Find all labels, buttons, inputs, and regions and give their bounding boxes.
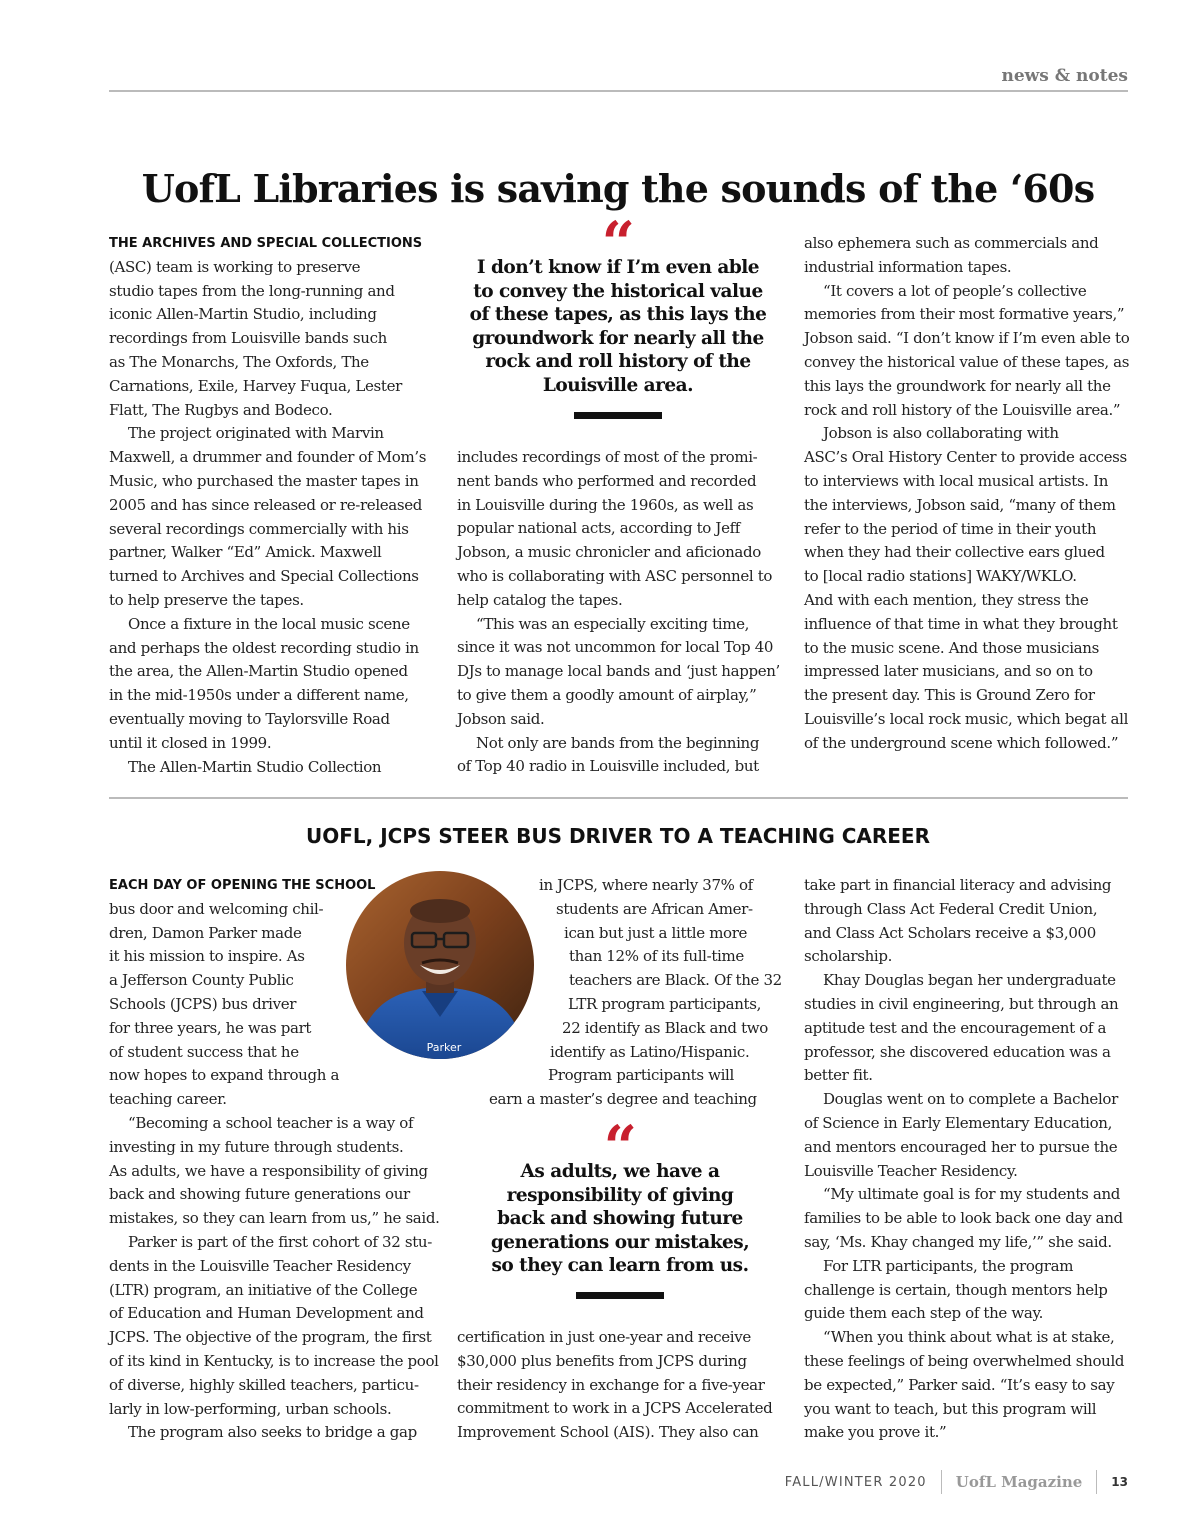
text-line: the interviews, Jobson said, “many of them: [804, 495, 1116, 514]
text-line: take part in financial literacy and advising: [804, 876, 1112, 894]
story-divider: [109, 797, 1128, 799]
text-line: and perhaps the oldest recording studio in: [109, 638, 419, 657]
text-line: of the underground scene which followed.”: [804, 733, 1119, 752]
text-line: of its kind in Kentucky, is to increase the pool: [109, 1351, 439, 1370]
text-line: the area, the Allen-Martin Studio opened: [109, 662, 408, 681]
text-line: several recordings commercially with his: [109, 519, 409, 538]
text-line: “It covers a lot of people’s collective: [823, 281, 1087, 300]
text-line: Maxwell, a drummer and founder of Mom’s: [109, 448, 427, 467]
text-line: recordings from Louisville bands such: [109, 329, 387, 348]
text-line: 2005 and has since released or re-released: [109, 495, 423, 514]
text-line: to [local radio stations] WAKY/WKLO.: [804, 567, 1077, 586]
text-line: Schools (JCPS) bus driver: [109, 994, 297, 1013]
pull-quote-line: As adults, we have a: [520, 1161, 720, 1182]
text-line: in the mid-1950s under a different name,: [109, 686, 409, 705]
text-line: families to be able to look back one day and: [804, 1209, 1123, 1228]
text-line: memories from their most formative years,”: [804, 305, 1125, 324]
text-line: as The Monarchs, The Oxfords, The: [109, 352, 369, 371]
text-line: studies in civil engineering, but through an: [804, 994, 1119, 1013]
text-line: 22 identify as Black and two: [562, 1018, 768, 1037]
text-line: this lays the groundwork for nearly all the: [804, 376, 1111, 395]
text-line: certification in just one-year and receive: [457, 1328, 751, 1346]
pull-quote-line: rock and roll history of the: [485, 351, 751, 373]
top-divider: [109, 90, 1128, 92]
text-line: who is collaborating with ASC personnel to: [457, 566, 773, 585]
story2-column-2-top: [457, 874, 782, 1112]
text-line: “When you think about what is at stake,: [823, 1328, 1115, 1347]
pull-quote-line: back and showing future: [497, 1208, 743, 1230]
text-line: ican but just a little more: [564, 923, 748, 942]
text-line: to the music scene. And those musicians: [804, 638, 1099, 657]
magazine-name: UofL Magazine: [955, 1473, 1083, 1491]
text-line: As adults, we have a responsibility of giving: [109, 1161, 428, 1180]
text-line: mistakes, so they can learn from us,” he said.: [109, 1209, 440, 1228]
text-line: these feelings of being overwhelmed should: [804, 1351, 1125, 1370]
text-line: challenge is certain, though mentors help: [804, 1280, 1108, 1299]
pull-quote-bar: [576, 1292, 664, 1299]
text-line: Douglas went on to complete a Bachelor: [823, 1090, 1118, 1109]
text-line: bus door and welcoming chil-: [109, 899, 324, 918]
text-line: ASC’s Oral History Center to provide access: [804, 448, 1127, 467]
text-line: their residency in exchange for a five-year: [457, 1375, 765, 1394]
text-line: teachers are Black. Of the 32: [569, 971, 782, 990]
text-line: through Class Act Federal Credit Union,: [804, 899, 1098, 918]
quote-mark-icon: “: [601, 209, 635, 277]
text-line: investing in my future through students.: [109, 1137, 404, 1156]
page-footer: [785, 1469, 1128, 1495]
page-number: 13: [1111, 1475, 1128, 1489]
text-line: in JCPS, where nearly 37% of: [539, 876, 753, 894]
story2-column-2-bottom: [457, 1326, 792, 1445]
text-line: and Class Act Scholars receive a $3,000: [804, 923, 1096, 942]
text-line: say, ‘Ms. Khay changed my life,’” she said.: [804, 1232, 1112, 1251]
text-line: DJs to manage local bands and ‘just happen’: [457, 662, 780, 681]
text-line: The Allen-Martin Studio Collection: [128, 757, 382, 776]
text-line: Jobson is also collaborating with: [823, 424, 1059, 443]
text-line: for three years, he was part: [109, 1018, 312, 1037]
text-line: (LTR) program, an initiative of the College: [109, 1280, 418, 1299]
text-line: turned to Archives and Special Collections: [109, 567, 419, 586]
photo-caption: Parker: [426, 1041, 462, 1054]
text-line: to give them a goodly amount of airplay,”: [457, 685, 757, 704]
text-line: eventually moving to Taylorsville Road: [109, 709, 390, 728]
text-line: (ASC) team is working to preserve: [109, 257, 361, 276]
text-line: scholarship.: [804, 947, 893, 966]
text-line: Flatt, The Rugbys and Bodeco.: [109, 400, 333, 419]
text-line: dents in the Louisville Teacher Residency: [109, 1256, 411, 1275]
pull-quote-line: to convey the historical value: [473, 280, 763, 302]
text-line: a Jefferson County Public: [109, 971, 294, 990]
text-line: And with each mention, they stress the: [804, 590, 1089, 609]
text-line: better fit.: [804, 1066, 873, 1085]
text-line: and mentors encouraged her to pursue the: [804, 1137, 1118, 1156]
story2-leadin: EACH DAY OF OPENING THE SCHOOL: [109, 878, 376, 893]
pull-quote-line: groundwork for nearly all the: [472, 327, 764, 349]
text-line: students are African Amer-: [556, 899, 753, 918]
text-line: also ephemera such as commercials and: [804, 234, 1099, 252]
text-line: Khay Douglas began her undergraduate: [823, 971, 1116, 990]
story1-column-3: [804, 232, 1134, 756]
text-line: Jobson said.: [457, 709, 545, 728]
footer-divider: [941, 1470, 942, 1494]
text-line: guide them each step of the way.: [804, 1304, 1044, 1323]
text-line: of student success that he: [109, 1042, 299, 1061]
text-line: LTR program participants,: [568, 994, 762, 1013]
pull-quote-line: I don’t know if I’m even able: [476, 257, 760, 278]
text-line: iconic Allen-Martin Studio, including: [109, 305, 377, 324]
pull-quote-line: responsibility of giving: [506, 1184, 734, 1206]
text-line: Music, who purchased the master tapes in: [109, 471, 419, 490]
text-line: identify as Latino/Hispanic.: [550, 1042, 750, 1061]
footer-divider: [1096, 1470, 1097, 1494]
text-line: aptitude test and the encouragement of a: [804, 1018, 1107, 1037]
text-line: professor, she discovered education was a: [804, 1042, 1111, 1061]
text-line: nent bands who performed and recorded: [457, 471, 757, 490]
pull-quote-line: so they can learn from us.: [491, 1255, 749, 1277]
text-line: For LTR participants, the program: [823, 1256, 1074, 1275]
text-line: until it closed in 1999.: [109, 733, 272, 752]
text-line: refer to the period of time in their youth: [804, 519, 1097, 538]
text-line: “My ultimate goal is for my students and: [823, 1185, 1121, 1204]
text-line: Jobson said. “I don’t know if I’m even able to: [804, 329, 1130, 348]
text-line: help catalog the tapes.: [457, 590, 623, 609]
text-line: now hopes to expand through a: [109, 1066, 340, 1085]
pull-quote-line: Louisville area.: [542, 374, 694, 396]
section-label: news & notes: [1001, 66, 1128, 86]
text-line: earn a master’s degree and teaching: [489, 1090, 757, 1109]
text-line: Not only are bands from the beginning: [476, 733, 760, 752]
text-line: dren, Damon Parker made: [109, 923, 302, 942]
pull-quote-line: of these tapes, as this lays the: [469, 304, 767, 326]
text-line: “Becoming a school teacher is a way of: [128, 1113, 414, 1132]
text-line: JCPS. The objective of the program, the first: [109, 1328, 432, 1347]
text-line: to help preserve the tapes.: [109, 590, 304, 609]
text-line: larly in low-performing, urban schools.: [109, 1399, 392, 1418]
story1-leadin: THE ARCHIVES AND SPECIAL COLLECTIONS: [109, 236, 423, 251]
text-line: rock and roll history of the Louisville area.”: [804, 400, 1121, 419]
text-line: teaching career.: [109, 1090, 227, 1109]
text-line: includes recordings of most of the promi-: [457, 448, 758, 466]
text-line: you want to teach, but this program will: [804, 1399, 1097, 1418]
text-line: commitment to work in a JCPS Accelerated: [457, 1399, 773, 1418]
story1-column-2: [457, 446, 792, 779]
text-line: $30,000 plus benefits from JCPS during: [457, 1351, 747, 1370]
text-line: Carnations, Exile, Harvey Fuqua, Lester: [109, 376, 402, 395]
pull-quote-line: generations our mistakes,: [490, 1231, 750, 1253]
text-line: convey the historical value of these tapes, as: [804, 352, 1130, 371]
text-line: influence of that time in what they brought: [804, 614, 1118, 633]
quote-mark-icon: “: [603, 1113, 637, 1181]
text-line: of diverse, highly skilled teachers, particu-: [109, 1375, 419, 1394]
text-line: Louisville Teacher Residency.: [804, 1161, 1018, 1180]
story1-headline: UofL Libraries is saving the sounds of the ‘60s: [141, 166, 1095, 211]
text-line: the present day. This is Ground Zero for: [804, 686, 1095, 705]
text-line: Once a fixture in the local music scene: [128, 614, 410, 633]
issue-label: FALL/WINTER 2020: [784, 1474, 927, 1490]
text-line: Louisville’s local rock music, which begat all: [804, 709, 1129, 728]
text-line: of Top 40 radio in Louisville included, but: [457, 757, 759, 776]
text-line: Program participants will: [548, 1066, 734, 1085]
story2-pull-quote: [457, 1113, 783, 1299]
story1-pull-quote: [457, 209, 779, 419]
text-line: make you prove it.”: [804, 1423, 947, 1442]
text-line: Improvement School (AIS). They also can: [457, 1423, 759, 1442]
text-line: studio tapes from the long-running and: [109, 281, 395, 300]
text-line: The program also seeks to bridge a gap: [128, 1423, 417, 1442]
text-line: since it was not uncommon for local Top 40: [457, 638, 774, 657]
text-line: back and showing future generations our: [109, 1185, 410, 1204]
pull-quote-bar: [574, 412, 662, 419]
story2-column-3: [804, 874, 1134, 1445]
text-line: of Education and Human Development and: [109, 1304, 424, 1323]
text-line: be expected,” Parker said. “It’s easy to say: [804, 1375, 1115, 1394]
text-line: “This was an especially exciting time,: [476, 614, 750, 633]
text-line: popular national acts, according to Jeff: [457, 519, 741, 538]
text-line: industrial information tapes.: [804, 257, 1012, 276]
text-line: Parker is part of the first cohort of 32 stu-: [128, 1232, 432, 1251]
text-line: to interviews with local musical artists. In: [804, 471, 1109, 490]
story2-headline: UOFL, JCPS STEER BUS DRIVER TO A TEACHING CAREER: [306, 824, 930, 848]
text-line: of Science in Early Elementary Education,: [804, 1113, 1112, 1132]
text-line: impressed later musicians, and so on to: [804, 662, 1093, 681]
story1-column-1: [109, 232, 444, 779]
text-line: when they had their collective ears glued: [804, 543, 1105, 562]
text-line: than 12% of its full-time: [569, 947, 744, 966]
text-line: in Louisville during the 1960s, as well as: [457, 495, 754, 514]
text-line: partner, Walker “Ed” Amick. Maxwell: [109, 543, 382, 562]
text-line: The project originated with Marvin: [128, 424, 384, 443]
text-line: it his mission to inspire. As: [109, 947, 305, 966]
text-line: Jobson, a music chronicler and aficionado: [457, 543, 761, 562]
